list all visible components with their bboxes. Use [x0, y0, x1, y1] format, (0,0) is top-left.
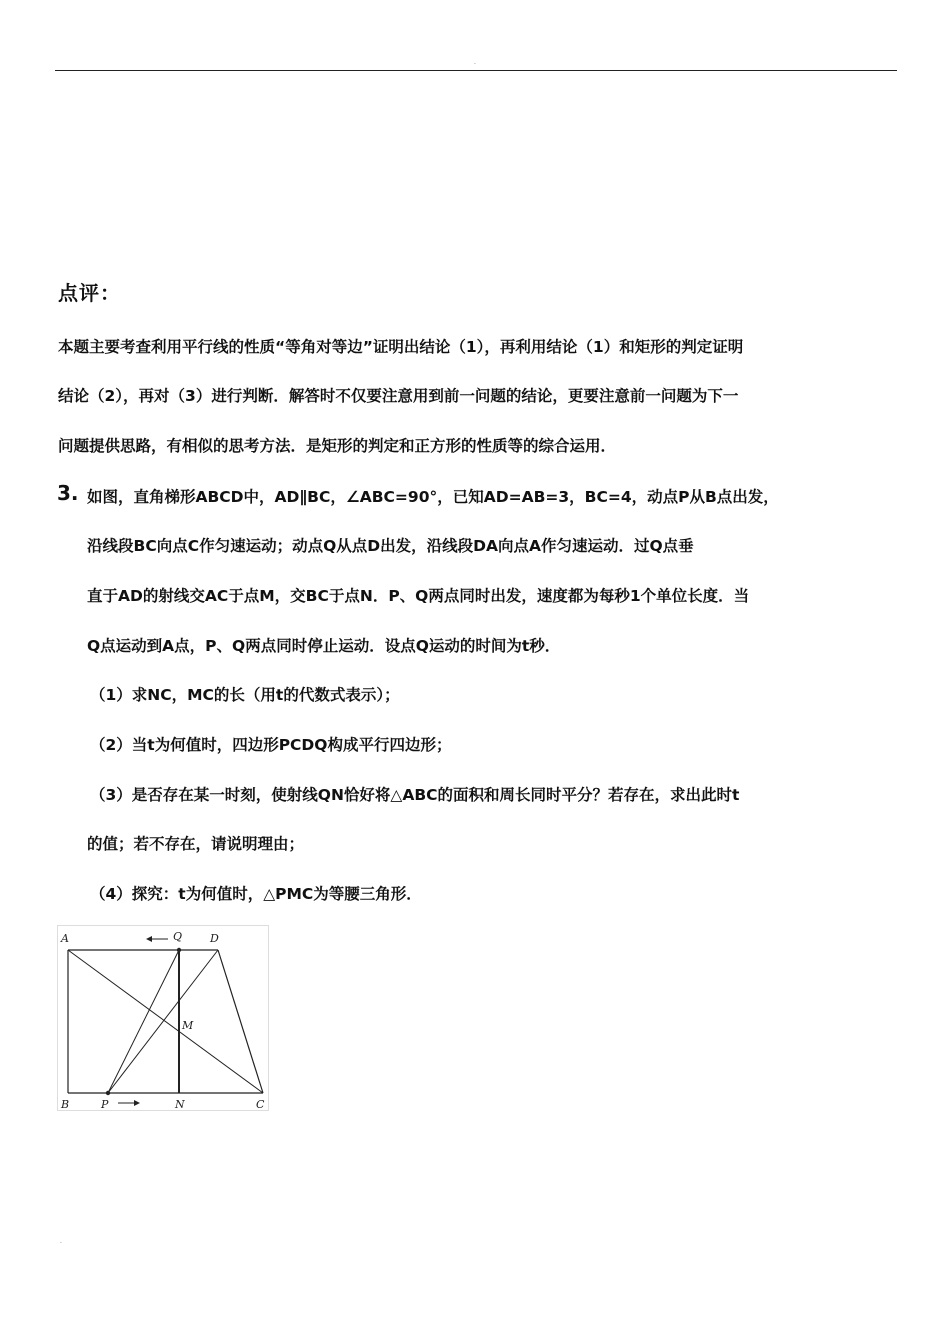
point-Q [177, 948, 181, 952]
footer-mark: · [60, 1240, 62, 1247]
question-part-2: （2）当t为何值时，四边形PCDQ构成平行四边形； [90, 736, 452, 754]
question-part-3-continued: 的值；若不存在，请说明理由； [87, 835, 305, 853]
question-part-1: （1）求NC，MC的长（用t的代数式表示）； [90, 686, 400, 704]
trapezoid-figure [57, 925, 269, 1111]
segment-PD [108, 950, 218, 1093]
segment-DC [218, 950, 263, 1093]
label-M: M [182, 1019, 194, 1032]
question-stem-line-4: Q点运动到A点，P、Q两点同时停止运动．设点Q运动的时间为t秒． [87, 637, 561, 655]
question-number: 3. [57, 481, 79, 505]
header-rule [55, 70, 897, 71]
question-stem-line-2: 沿线段BC向点C作匀速运动；动点Q从点D出发，沿线段DA向点A作匀速运动．过Q点垂 [87, 537, 694, 555]
question-stem-line-1: 如图，直角梯形ABCD中，AD∥BC，∠ABC=90°，已知AD=AB=3，BC=4，动点P从B点出发， [87, 488, 779, 506]
arrow-left-head-icon [146, 936, 152, 942]
question-stem-line-3: 直于AD的射线交AC于点M，交BC于点N．P、Q两点同时出发，速度都为每秒1个单位长度．当 [87, 587, 750, 605]
arrow-right-head-icon [134, 1100, 140, 1106]
label-C: C [256, 1098, 265, 1110]
question-part-4: （4）探究：t为何值时，△PMC为等腰三角形． [90, 885, 422, 903]
comment-line-3: 问题提供思路，有相似的思考方法．是矩形的判定和正方形的性质等的综合运用． [58, 437, 617, 455]
question-part-3: （3）是否存在某一时刻，使射线QN恰好将△ABC的面积和周长同时平分？若存在，求出此时t [90, 786, 740, 804]
label-B: B [61, 1098, 70, 1110]
label-D: D [210, 932, 219, 945]
segment-PQ [108, 950, 179, 1093]
header-mark: · [474, 61, 476, 68]
label-Q: Q [173, 930, 183, 943]
label-P: P [101, 1098, 109, 1110]
trapezoid-diagram [58, 926, 268, 1110]
segment-AC [68, 950, 263, 1093]
label-A: A [61, 932, 69, 945]
point-P [106, 1091, 110, 1095]
comment-heading: 点评： [58, 281, 121, 305]
comment-line-2: 结论（2），再对（3）进行判断．解答时不仅要注意用到前一问题的结论，更要注意前一问题为下一 [58, 387, 739, 405]
label-N: N [175, 1098, 185, 1110]
comment-line-1: 本题主要考查利用平行线的性质“等角对等边”证明出结论（1），再利用结论（1）和矩形的判定证明 [58, 338, 744, 356]
